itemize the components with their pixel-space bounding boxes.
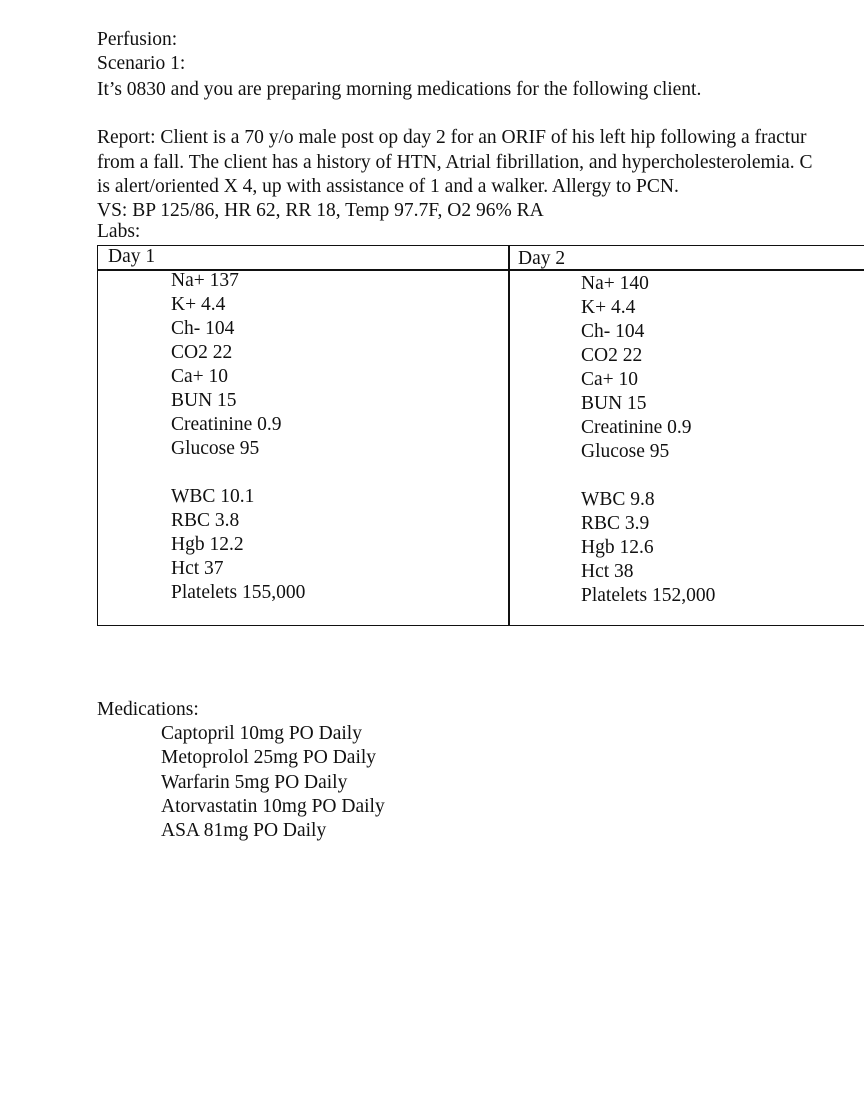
lab-value: Ca+ 10 <box>581 369 639 390</box>
report-line: is alert/oriented X 4, up with assistance of 1 and a walker. Allergy to PCN. <box>97 176 679 197</box>
lab-value: WBC 10.1 <box>171 486 255 507</box>
medication-item: Atorvastatin 10mg PO Daily <box>161 795 385 817</box>
lab-value: Creatinine 0.9 <box>581 417 692 438</box>
lab-value: Ca+ 10 <box>171 366 229 387</box>
lab-value: Hgb 12.2 <box>171 534 244 555</box>
lab-value: Platelets 152,000 <box>581 585 716 606</box>
lab-value: Hct 38 <box>581 561 634 582</box>
labs-table <box>97 245 864 626</box>
medication-item: Warfarin 5mg PO Daily <box>161 771 348 793</box>
day2-header: Day 2 <box>518 248 566 269</box>
intro-text: It’s 0830 and you are preparing morning medications for the following client. <box>97 79 702 100</box>
day2-lab-list <box>581 272 715 608</box>
day1-header: Day 1 <box>108 246 156 267</box>
lab-value: Glucose 95 <box>171 438 260 459</box>
lab-value: BUN 15 <box>171 390 237 411</box>
labs-label: Labs: <box>97 221 141 242</box>
lab-value: K+ 4.4 <box>581 297 636 318</box>
report-line: from a fall. The client has a history of HTN, Atrial fibrillation, and hypercholesterolemia. C <box>97 152 813 173</box>
lab-value: Hgb 12.6 <box>581 537 654 558</box>
lab-value: RBC 3.9 <box>581 513 650 534</box>
medications-list <box>161 722 385 843</box>
lab-value: Ch- 104 <box>171 318 235 339</box>
lab-value: Na+ 137 <box>171 270 239 291</box>
day1-lab-list <box>171 269 305 605</box>
lab-value: Creatinine 0.9 <box>171 414 282 435</box>
medications-title: Medications: <box>97 699 199 720</box>
medication-item: Metoprolol 25mg PO Daily <box>161 747 377 769</box>
medication-item: ASA 81mg PO Daily <box>161 820 327 842</box>
scenario-label: Scenario 1: <box>97 53 186 74</box>
lab-value: Na+ 140 <box>581 273 649 294</box>
lab-value: BUN 15 <box>581 393 647 414</box>
document-title: Perfusion: <box>97 29 178 50</box>
report-line: Report: Client is a 70 y/o male post op day 2 for an ORIF of his left hip following a fractur <box>97 127 807 148</box>
vital-signs: VS: BP 125/86, HR 62, RR 18, Temp 97.7F, O2 96% RA <box>97 200 544 221</box>
lab-spacer <box>581 464 715 488</box>
lab-value: Glucose 95 <box>581 441 670 462</box>
lab-value: Hct 37 <box>171 558 224 579</box>
lab-spacer <box>171 461 305 485</box>
medication-item: Captopril 10mg PO Daily <box>161 723 362 744</box>
lab-value: K+ 4.4 <box>171 294 226 315</box>
lab-value: CO2 22 <box>171 342 233 363</box>
lab-value: CO2 22 <box>581 345 643 366</box>
lab-value: WBC 9.8 <box>581 489 655 510</box>
lab-value: Ch- 104 <box>581 321 645 342</box>
table-column-divider <box>508 246 510 625</box>
lab-value: RBC 3.8 <box>171 510 240 531</box>
lab-value: Platelets 155,000 <box>171 582 306 603</box>
